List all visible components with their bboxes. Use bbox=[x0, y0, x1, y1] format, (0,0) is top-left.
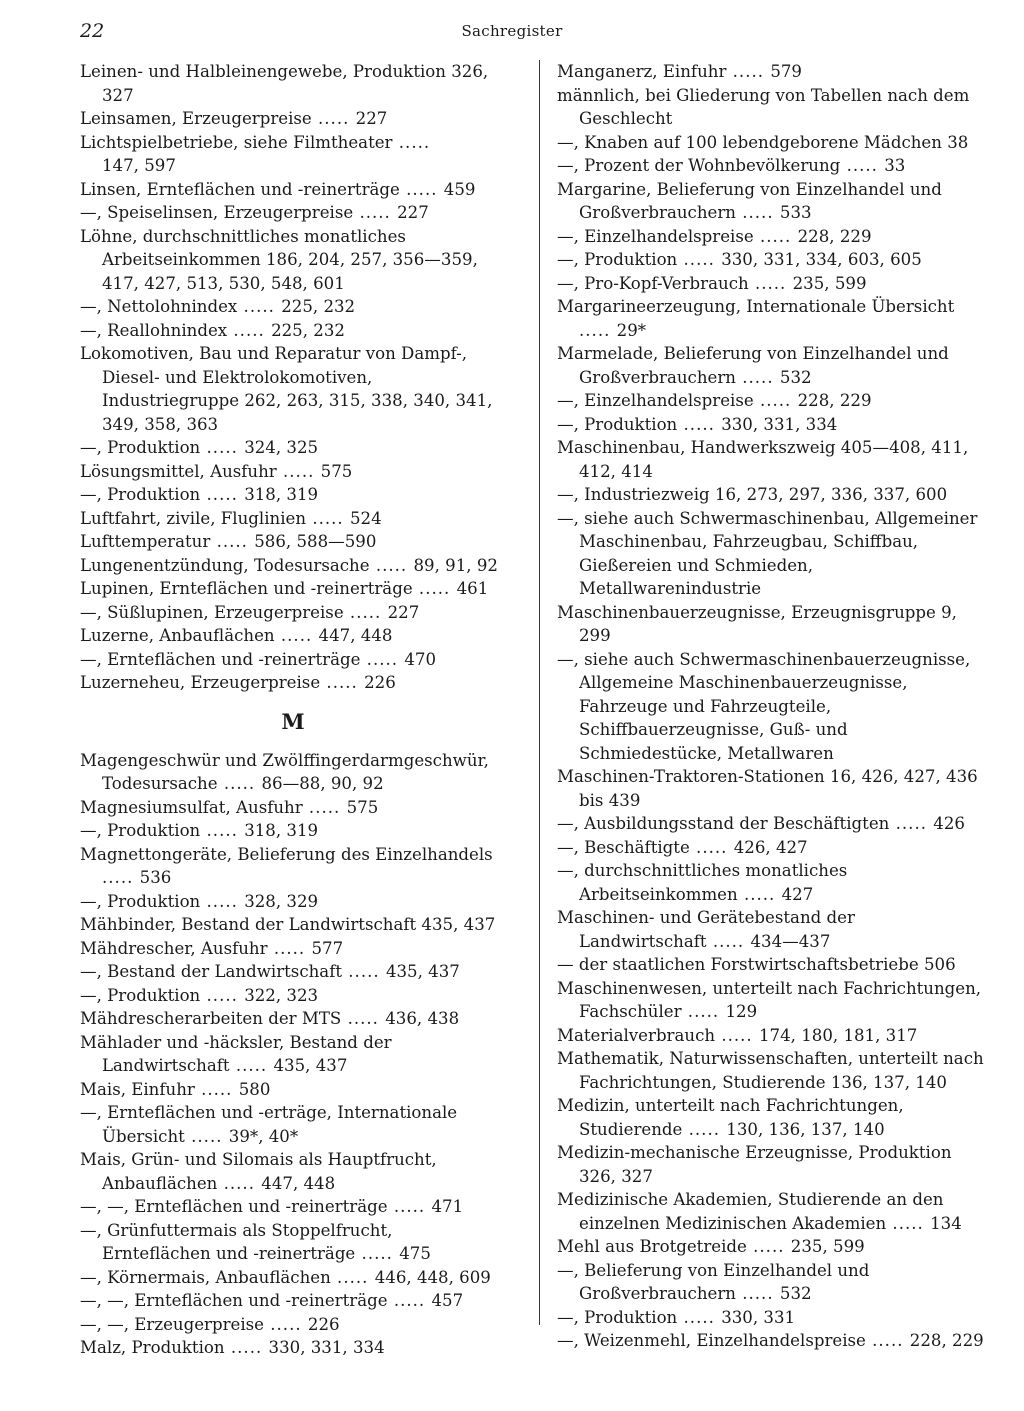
entry-pages: 459 bbox=[443, 179, 476, 199]
index-entry bbox=[80, 178, 506, 202]
entry-term: Mehl aus Brotgetreide bbox=[557, 1237, 747, 1256]
entry-term: —, durchschnittliches monatliches Arbeitseinkommen bbox=[557, 861, 848, 904]
entry-pages: 533 bbox=[779, 203, 812, 222]
index-entry bbox=[80, 1101, 506, 1148]
leader-dots: ..... bbox=[302, 797, 347, 817]
entry-pages: 227 bbox=[397, 203, 429, 222]
entry-term: Leinen- und Halbleinengewebe, Produktion 326, 327 bbox=[80, 62, 489, 105]
entry-pages: 330, 331, 334, 603, 605 bbox=[721, 250, 922, 269]
entry-pages: 524 bbox=[349, 508, 382, 528]
entry-term: —, Einzelhandelspreise bbox=[557, 391, 754, 410]
entry-pages: 434—437 bbox=[750, 931, 831, 951]
entry-term: —, Körnermais, Anbauflächen bbox=[80, 1267, 331, 1287]
entry-term: Maschinenbau, Handwerkszweig 405—408, 411, 412, 414 bbox=[557, 438, 969, 481]
leader-dots: ..... bbox=[753, 226, 798, 246]
entry-term: Lupinen, Ernteflächen und -reinerträge bbox=[80, 579, 413, 598]
index-entry bbox=[80, 483, 506, 507]
entry-pages: 225, 232 bbox=[281, 297, 356, 316]
index-entry bbox=[557, 60, 984, 84]
entry-pages: 29* bbox=[616, 320, 647, 340]
entry-term: —, Reallohnindex bbox=[80, 320, 228, 340]
entry-term: Medizin-mechanische Erzeugnisse, Produktion 326, 327 bbox=[557, 1143, 952, 1186]
entry-pages: 235, 599 bbox=[790, 1237, 865, 1256]
index-entry bbox=[80, 60, 506, 107]
entry-term: —, Beschäftigte bbox=[557, 837, 690, 857]
index-entry bbox=[557, 436, 984, 483]
entry-term: Luftfahrt, zivile, Fluglinien bbox=[80, 508, 307, 528]
entry-term: Mähbinder, Bestand der Landwirtschaft 435, 437 bbox=[80, 915, 496, 934]
index-entry bbox=[557, 648, 984, 766]
leader-dots: ..... bbox=[715, 1025, 759, 1045]
entry-term: Luzerneheu, Erzeugerpreise bbox=[80, 673, 321, 692]
leader-dots: ..... bbox=[412, 579, 457, 598]
leader-dots: ..... bbox=[392, 132, 431, 152]
entry-pages: 318, 319 bbox=[244, 485, 319, 504]
leader-dots: ..... bbox=[706, 931, 751, 951]
index-entry bbox=[557, 1188, 984, 1235]
entry-pages: 575 bbox=[346, 797, 379, 817]
entry-term: Maschinenwesen, unterteilt nach Fachrichtungen, Fachschüler bbox=[557, 978, 982, 1021]
index-entry bbox=[80, 295, 506, 319]
index-entry bbox=[557, 131, 984, 155]
entry-pages: 227 bbox=[387, 602, 420, 622]
entry-term: —, Belieferung von Einzelhandel und Großverbrauchern bbox=[557, 1260, 870, 1303]
index-entry bbox=[80, 671, 506, 695]
leader-dots: ..... bbox=[224, 1338, 269, 1357]
leader-dots: ..... bbox=[681, 1002, 726, 1021]
entry-term: Löhne, durchschnittliches monatliches Arbeitseinkommen 186, 204, 257, 356—359, 417, 427, 513, 530, 548, 601 bbox=[80, 226, 478, 293]
leader-dots: ..... bbox=[682, 1119, 727, 1139]
entry-pages: 475 bbox=[399, 1244, 431, 1263]
index-entry bbox=[80, 530, 506, 554]
entry-pages: 446, 448, 609 bbox=[374, 1267, 491, 1287]
entry-term: Mais, Grün- und Silomais als Hauptfrucht, Anbauflächen bbox=[80, 1150, 437, 1193]
entry-pages: 330, 331 bbox=[721, 1307, 796, 1327]
entry-pages: 532 bbox=[779, 367, 812, 387]
leader-dots: ..... bbox=[748, 273, 793, 293]
entry-term: Mählader und -häcksler, Bestand der Landwirtschaft bbox=[80, 1032, 392, 1075]
index-entry bbox=[557, 1259, 984, 1306]
leader-dots: ..... bbox=[200, 438, 245, 457]
leader-dots: ..... bbox=[387, 1291, 432, 1310]
leader-dots: ..... bbox=[746, 1237, 791, 1256]
entry-pages: 457 bbox=[431, 1291, 464, 1310]
leader-dots: ..... bbox=[726, 62, 771, 81]
index-entry bbox=[557, 765, 984, 812]
page-number: 22 bbox=[80, 20, 105, 42]
entry-term: Manganerz, Einfuhr bbox=[557, 62, 727, 81]
leader-dots: ..... bbox=[184, 1126, 229, 1146]
entry-term: —, Produktion bbox=[557, 250, 678, 269]
index-entry bbox=[80, 201, 506, 225]
entry-pages: 435, 437 bbox=[385, 962, 460, 981]
index-entry bbox=[80, 1336, 506, 1360]
entry-term: Magnettongeräte, Belieferung des Einzelhandels bbox=[80, 844, 493, 864]
entry-pages: 579 bbox=[770, 62, 802, 81]
index-entry bbox=[80, 436, 506, 460]
leader-dots: ..... bbox=[200, 985, 245, 1005]
leader-dots: ..... bbox=[341, 1009, 386, 1028]
index-entry bbox=[557, 812, 984, 836]
leader-dots: ..... bbox=[267, 938, 312, 958]
index-entry bbox=[80, 107, 506, 131]
entry-term: Lungenentzündung, Todesursache bbox=[80, 555, 370, 575]
leader-dots: ..... bbox=[737, 884, 782, 904]
entry-term: —, siehe auch Schwermaschinenbauerzeugnisse, Allgemeine Maschinenbauerzeugnisse, Fahrzeuge und Fahrzeugteile, Schiffbauerzeugnisse, Guß- und Schmiedestücke, Metallwaren bbox=[557, 649, 971, 763]
index-column-right bbox=[557, 60, 984, 1353]
entry-term: —, Produktion bbox=[80, 438, 201, 457]
entry-pages: 447, 448 bbox=[261, 1173, 336, 1193]
leader-dots: ..... bbox=[360, 649, 405, 669]
entry-term: Linsen, Ernteflächen und -reinerträge bbox=[80, 179, 400, 199]
entry-term: Mähdrescherarbeiten der MTS bbox=[80, 1009, 342, 1028]
index-entry bbox=[557, 953, 984, 977]
index-entry bbox=[80, 796, 506, 820]
entry-term: Mähdrescher, Ausfuhr bbox=[80, 938, 268, 958]
index-entry bbox=[80, 577, 506, 601]
index-entry bbox=[80, 749, 506, 796]
entry-term: —, siehe auch Schwermaschinenbau, Allgemeiner Maschinenbau, Fahrzeugbau, Schiffbau, Gießereien und Schmieden, Metallwarenindustrie bbox=[557, 508, 978, 598]
entry-pages: 328, 329 bbox=[244, 891, 319, 911]
entry-term: —, Nettolohnindex bbox=[80, 297, 238, 316]
entry-pages: 580 bbox=[238, 1079, 271, 1099]
entry-pages: 89, 91, 92 bbox=[413, 555, 498, 575]
index-entry bbox=[557, 1235, 984, 1259]
entry-term: Lufttemperatur bbox=[80, 532, 211, 551]
leader-dots: ..... bbox=[342, 962, 386, 981]
index-entry bbox=[557, 601, 984, 648]
entry-pages: 134 bbox=[930, 1213, 962, 1233]
index-entry bbox=[557, 1306, 984, 1330]
leader-dots: ..... bbox=[229, 1056, 274, 1075]
entry-pages: 174, 180, 181, 317 bbox=[759, 1025, 918, 1045]
entry-term: Lösungsmittel, Ausfuhr bbox=[80, 461, 277, 481]
index-entry bbox=[80, 913, 506, 937]
entry-term: Margarineerzeugung, Internationale Übersicht bbox=[557, 297, 955, 316]
index-entry bbox=[557, 1024, 984, 1048]
index-entry bbox=[557, 977, 984, 1024]
index-entry bbox=[80, 1195, 506, 1219]
index-entry bbox=[80, 648, 506, 672]
leader-dots: ..... bbox=[200, 891, 245, 911]
entry-pages: 227 bbox=[355, 109, 388, 128]
entry-pages: 322, 323 bbox=[244, 985, 319, 1005]
leader-dots: ..... bbox=[217, 774, 262, 793]
index-entry bbox=[80, 1289, 506, 1313]
leader-dots: ..... bbox=[343, 602, 388, 622]
index-column-left bbox=[80, 60, 506, 1360]
entry-term: Magengeschwür und Zwölffingerdarmgeschwür, Todesursache bbox=[80, 750, 489, 793]
entry-pages: 324, 325 bbox=[244, 438, 319, 457]
leader-dots: ..... bbox=[735, 1284, 780, 1303]
leader-dots: ..... bbox=[217, 1173, 262, 1193]
index-entry bbox=[80, 460, 506, 484]
index-entry bbox=[557, 1141, 984, 1188]
leader-dots: ..... bbox=[263, 1314, 308, 1334]
running-title: Sachregister bbox=[461, 22, 563, 40]
index-entry bbox=[557, 507, 984, 601]
entry-term: —, Produktion bbox=[557, 414, 678, 434]
entry-pages: 330, 331, 334 bbox=[268, 1338, 385, 1357]
index-entry bbox=[557, 859, 984, 906]
index-entry bbox=[557, 248, 984, 272]
entry-term: —, Produktion bbox=[557, 1307, 678, 1327]
index-entry bbox=[80, 507, 506, 531]
index-entry bbox=[80, 131, 506, 178]
entry-pages: 33 bbox=[884, 156, 906, 175]
entry-term: Maschinen-Traktoren-Stationen 16, 426, 427, 436 bis 439 bbox=[557, 767, 978, 810]
entry-term: Mais, Einfuhr bbox=[80, 1079, 195, 1099]
entry-pages: 129 bbox=[725, 1002, 758, 1021]
index-entry bbox=[80, 601, 506, 625]
leader-dots: ..... bbox=[353, 203, 398, 222]
leader-dots: ..... bbox=[200, 485, 245, 504]
section-letter-heading: M bbox=[281, 708, 305, 734]
leader-dots: ..... bbox=[227, 320, 272, 340]
index-entry bbox=[557, 413, 984, 437]
index-entry bbox=[557, 342, 984, 389]
entry-pages: 586, 588—590 bbox=[254, 532, 377, 551]
entry-pages: 427 bbox=[781, 884, 814, 904]
entry-pages: 225, 232 bbox=[271, 320, 345, 340]
entry-pages: 228, 229 bbox=[797, 226, 872, 246]
index-entry bbox=[80, 984, 506, 1008]
entry-term: —, Produktion bbox=[80, 891, 201, 911]
index-entry bbox=[80, 554, 506, 578]
entry-term: —, Bestand der Landwirtschaft bbox=[80, 962, 342, 981]
entry-pages: 577 bbox=[311, 938, 344, 958]
leader-dots: ..... bbox=[689, 837, 734, 857]
leader-dots: ..... bbox=[840, 156, 885, 175]
entry-term: Malz, Produktion bbox=[80, 1338, 225, 1357]
entry-term: —, Prozent der Wohnbevölkerung bbox=[557, 156, 841, 175]
leader-dots: ..... bbox=[677, 1307, 722, 1327]
leader-dots: ..... bbox=[387, 1197, 432, 1216]
entry-pages: 436, 438 bbox=[385, 1009, 460, 1028]
column-divider bbox=[539, 60, 540, 1325]
leader-dots: ..... bbox=[330, 1267, 375, 1287]
entry-term: —, Pro-Kopf-Verbrauch bbox=[557, 273, 749, 293]
index-entry bbox=[557, 295, 984, 342]
entry-pages: 330, 331, 334 bbox=[721, 414, 838, 434]
leader-dots: ..... bbox=[102, 868, 140, 887]
leader-dots: ..... bbox=[369, 555, 414, 575]
entry-term: —, Einzelhandelspreise bbox=[557, 226, 754, 246]
leader-dots: ..... bbox=[677, 414, 722, 434]
leader-dots: ..... bbox=[735, 367, 780, 387]
index-entry bbox=[80, 937, 506, 961]
index-entry bbox=[80, 319, 506, 343]
entry-term: — der staatlichen Forstwirtschaftsbetriebe 506 bbox=[557, 955, 956, 974]
entry-term: Lichtspielbetriebe, siehe Filmtheater bbox=[80, 132, 393, 152]
entry-term: —, Süßlupinen, Erzeugerpreise bbox=[80, 602, 344, 622]
entry-term: Medizinische Akademien, Studierende an den einzelnen Medizinischen Akademien bbox=[557, 1190, 944, 1233]
index-entry bbox=[80, 890, 506, 914]
entry-term: Magnesiumsulfat, Ausfuhr bbox=[80, 797, 303, 817]
entry-pages: 318, 319 bbox=[244, 821, 319, 840]
entry-term: Maschinen- und Gerätebestand der Landwirtschaft bbox=[557, 908, 855, 951]
index-entry bbox=[80, 1266, 506, 1290]
entry-pages: 426 bbox=[933, 814, 965, 833]
entry-term: —, Speiselinsen, Erzeugerpreise bbox=[80, 203, 354, 222]
entry-term: —, —, Ernteflächen und -reinerträge bbox=[80, 1291, 388, 1310]
leader-dots: ..... bbox=[311, 109, 356, 128]
entry-pages: 228, 229 bbox=[797, 391, 872, 410]
entry-term: Lokomotiven, Bau und Reparatur von Dampf-, Diesel- und Elektrolokomotiven, Industriegruppe 262, 263, 315, 338, 340, 341, 349, 358, 363 bbox=[80, 344, 493, 434]
entry-pages: 435, 437 bbox=[273, 1056, 348, 1075]
leader-dots: ..... bbox=[355, 1244, 400, 1263]
entry-pages: 470 bbox=[404, 649, 437, 669]
entry-term: —, Ausbildungsstand der Beschäftigten bbox=[557, 814, 890, 833]
entry-term: —, Weizenmehl, Einzelhandelspreise bbox=[557, 1331, 866, 1350]
index-entry bbox=[80, 960, 506, 984]
index-entry bbox=[557, 906, 984, 953]
leader-dots: ..... bbox=[399, 179, 444, 199]
entry-term: —, —, Ernteflächen und -reinerträge bbox=[80, 1197, 388, 1216]
index-entry bbox=[80, 1219, 506, 1266]
index-entry bbox=[557, 178, 984, 225]
entry-term: Luzerne, Anbauflächen bbox=[80, 626, 275, 645]
index-entry bbox=[80, 225, 506, 296]
leader-dots: ..... bbox=[579, 320, 617, 340]
leader-dots: ..... bbox=[865, 1331, 910, 1350]
entry-term: —, Produktion bbox=[80, 485, 201, 504]
entry-pages: 39*, 40* bbox=[228, 1126, 299, 1146]
leader-dots: ..... bbox=[889, 814, 934, 833]
index-entry bbox=[80, 624, 506, 648]
leader-dots: ..... bbox=[320, 673, 365, 692]
index-entry bbox=[557, 836, 984, 860]
index-entry bbox=[557, 483, 984, 507]
entry-term: —, Produktion bbox=[80, 821, 201, 840]
index-entry bbox=[557, 225, 984, 249]
index-entry bbox=[80, 843, 506, 890]
index-entry bbox=[557, 1329, 984, 1353]
leader-dots: ..... bbox=[210, 532, 255, 551]
entry-term: Margarine, Belieferung von Einzelhandel und Großverbrauchern bbox=[557, 179, 942, 222]
entry-term: —, Ernteflächen und -reinerträge bbox=[80, 649, 361, 669]
leader-dots: ..... bbox=[200, 821, 245, 840]
index-entry bbox=[80, 342, 506, 436]
entry-pages: 86—88, 90, 92 bbox=[261, 774, 384, 793]
leader-dots: ..... bbox=[753, 391, 798, 410]
entry-pages: 228, 229 bbox=[909, 1331, 984, 1350]
entry-term: —, Grünfuttermais als Stoppelfrucht, Ernteflächen und -reinerträge bbox=[80, 1220, 393, 1263]
entry-term: —, Industriezweig 16, 273, 297, 336, 337, 600 bbox=[557, 485, 948, 504]
entry-term: Mathematik, Naturwissenschaften, unterteilt nach Fachrichtungen, Studierende 136, 137, 140 bbox=[557, 1049, 984, 1092]
index-entry bbox=[557, 154, 984, 178]
index-entry bbox=[557, 84, 984, 131]
leader-dots: ..... bbox=[274, 626, 319, 645]
entry-pages: 130, 136, 137, 140 bbox=[726, 1119, 885, 1139]
leader-dots: ..... bbox=[886, 1213, 931, 1233]
entry-pages: 461 bbox=[456, 579, 489, 598]
entry-pages: 532 bbox=[779, 1284, 812, 1303]
entry-term: Marmelade, Belieferung von Einzelhandel und Großverbrauchern bbox=[557, 344, 949, 387]
leader-dots: ..... bbox=[735, 203, 780, 222]
leader-dots: ..... bbox=[276, 461, 321, 481]
index-entry bbox=[80, 1007, 506, 1031]
entry-pages: 235, 599 bbox=[792, 273, 867, 293]
entry-term: Maschinenbauerzeugnisse, Erzeugnisgruppe 9, 299 bbox=[557, 602, 957, 645]
leader-dots: ..... bbox=[677, 250, 722, 269]
index-entry bbox=[557, 389, 984, 413]
index-entry bbox=[557, 1094, 984, 1141]
entry-pages: 226 bbox=[364, 673, 396, 692]
leader-dots: ..... bbox=[237, 297, 282, 316]
index-entry bbox=[557, 272, 984, 296]
entry-pages: 575 bbox=[320, 461, 353, 481]
entry-term: männlich, bei Gliederung von Tabellen nach dem Geschlecht bbox=[557, 85, 970, 128]
index-entry bbox=[80, 1313, 506, 1337]
index-entry bbox=[80, 1078, 506, 1102]
entry-term: —, Ernteflächen und -erträge, Internationale Übersicht bbox=[80, 1103, 458, 1146]
index-entry bbox=[557, 1047, 984, 1094]
entry-term: —, Knaben auf 100 lebendgeborene Mädchen 38 bbox=[557, 132, 969, 152]
entry-term: Leinsamen, Erzeugerpreise bbox=[80, 109, 312, 128]
entry-term: —, —, Erzeugerpreise bbox=[80, 1314, 264, 1334]
index-entry bbox=[80, 819, 506, 843]
leader-dots: ..... bbox=[306, 508, 350, 528]
leader-dots: ..... bbox=[194, 1079, 239, 1099]
entry-pages: 536 bbox=[139, 868, 172, 887]
entry-term: Medizin, unterteilt nach Fachrichtungen, Studierende bbox=[557, 1096, 904, 1139]
entry-pages: 447, 448 bbox=[318, 626, 393, 645]
entry-pages: 471 bbox=[431, 1197, 464, 1216]
entry-pages: 147, 597 bbox=[102, 156, 176, 175]
entry-term: Materialverbrauch bbox=[557, 1025, 716, 1045]
index-entry bbox=[80, 1031, 506, 1078]
entry-pages: 426, 427 bbox=[733, 837, 808, 857]
entry-pages: 226 bbox=[307, 1314, 340, 1334]
index-entry bbox=[80, 1148, 506, 1195]
entry-term: —, Produktion bbox=[80, 985, 201, 1005]
